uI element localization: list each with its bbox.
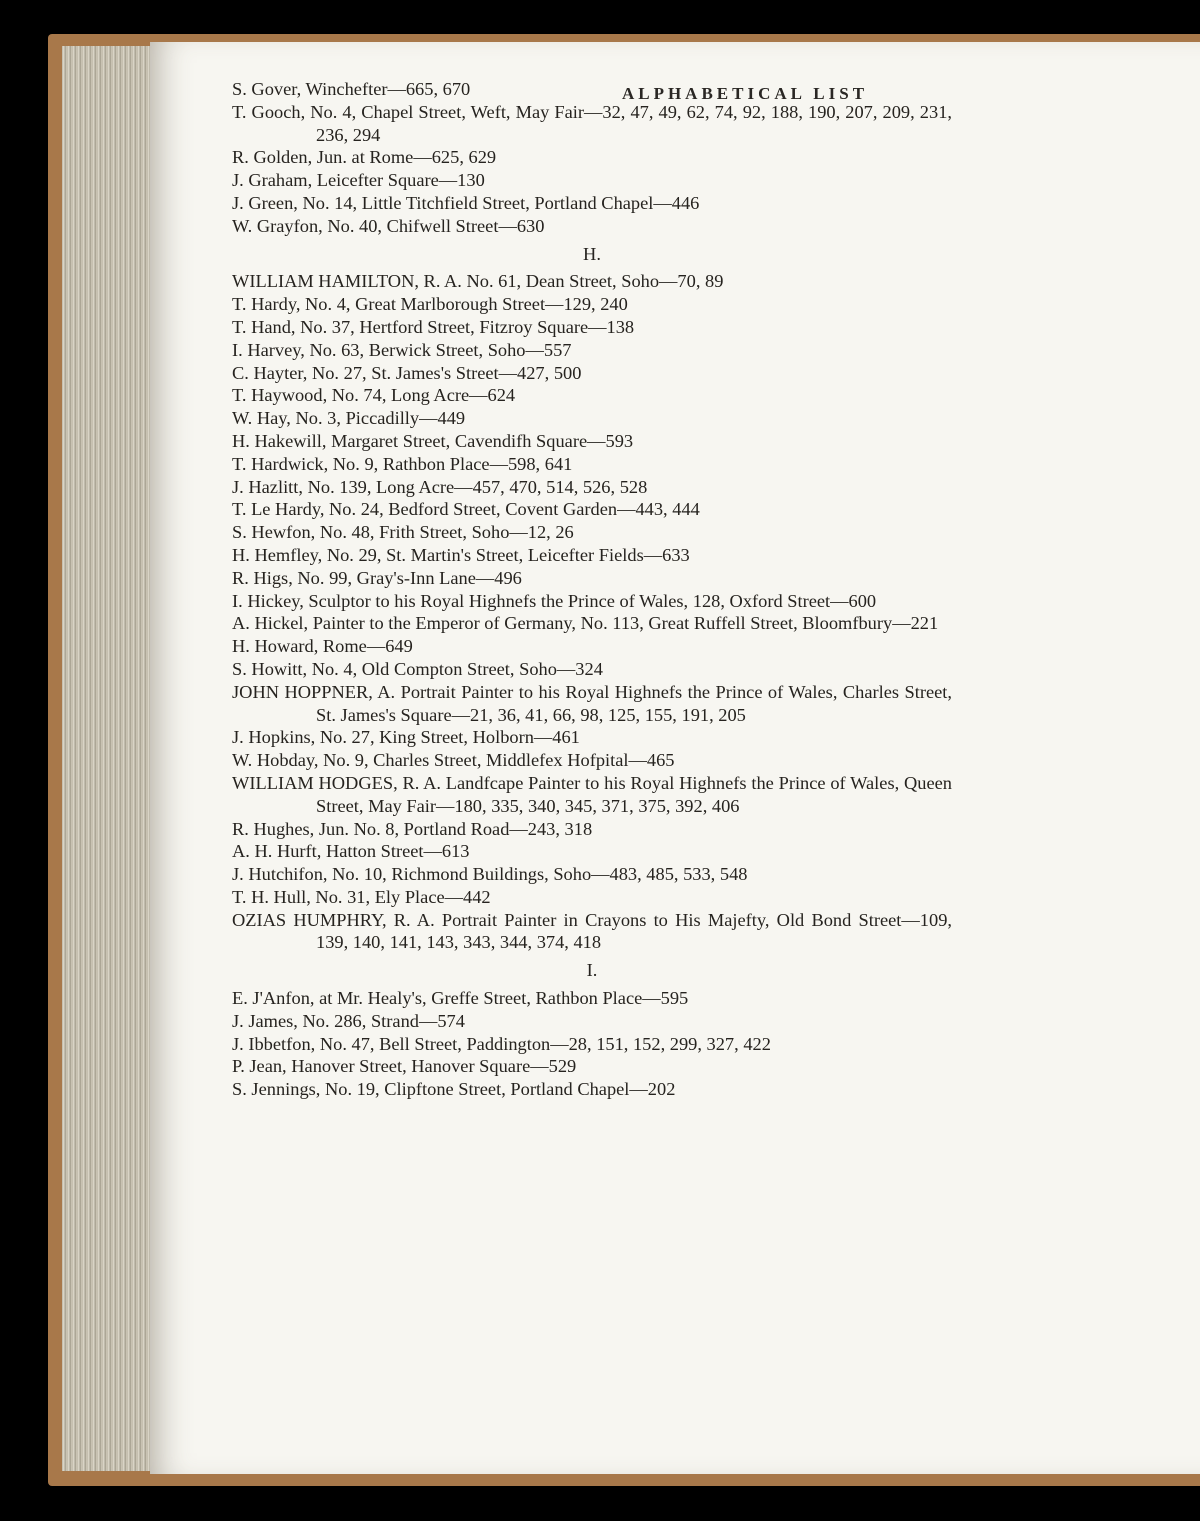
entry-list: [232, 78, 952, 1101]
list-entry: J. Graham, Leicefter Square—130: [232, 170, 485, 191]
list-entry: P. Jean, Hanover Street, Hanover Square—529: [232, 1056, 577, 1077]
section-heading-h: H.: [583, 243, 601, 264]
list-entry: J. Hutchifon, No. 10, Richmond Buildings, Soho—483, 485, 533, 548: [232, 864, 748, 885]
list-entry: OZIAS HUMPHRY, R. A. Portrait Painter in Crayons to His Majefty, Old Bond Street—109, 139, 140, 141, 143, 343, 344, 374, 418: [232, 909, 952, 953]
section-heading-i: I.: [586, 960, 598, 981]
list-entry: S. Howitt, No. 4, Old Compton Street, Soho—324: [232, 658, 603, 679]
list-entry: E. J'Anfon, at Mr. Healy's, Greffe Street, Rathbon Place—595: [232, 988, 689, 1009]
list-entry: C. Hayter, No. 27, St. James's Street—427, 500: [232, 362, 582, 383]
list-entry: W. Hay, No. 3, Piccadilly—449: [232, 408, 466, 429]
list-entry: J. Hazlitt, No. 139, Long Acre—457, 470, 514, 526, 528: [232, 476, 648, 497]
list-entry: WILLIAM HODGES, R. A. Landfcape Painter to his Royal Highnefs the Prince of Wales, Queen Street, May Fair—180, 335, 340, 345, 371, 375, 392, 406: [232, 772, 952, 816]
list-entry: S. Gover, Winchefter—665, 670: [232, 79, 471, 99]
entries-i: [232, 987, 952, 1101]
list-entry: J. James, No. 286, Strand—574: [232, 1010, 465, 1031]
list-entry: T. Le Hardy, No. 24, Bedford Street, Covent Garden—443, 444: [232, 499, 700, 520]
list-entry: J. Green, No. 14, Little Titchfield Street, Portland Chapel—446: [232, 192, 700, 213]
list-entry: I. Hickey, Sculptor to his Royal Highnefs the Prince of Wales, 128, Oxford Street—600: [232, 590, 877, 611]
list-entry: JOHN HOPPNER, A. Portrait Painter to his Royal Highnefs the Prince of Wales, Charles Street, St. James's Square—21, 36, 41, 66, 98, 125, 155, 191, 205: [232, 681, 952, 725]
list-entry: J. Hopkins, No. 27, King Street, Holborn—461: [232, 727, 580, 748]
entries-g: [232, 78, 952, 238]
list-entry: I. Harvey, No. 63, Berwick Street, Soho—557: [232, 339, 572, 360]
list-entry: T. Gooch, No. 4, Chapel Street, Weft, May Fair—32, 47, 49, 62, 74, 92, 188, 190, 207, 209, 231, 236, 294: [232, 101, 952, 145]
list-entry: W. Grayfon, No. 40, Chifwell Street—630: [232, 215, 545, 236]
list-entry: A. H. Hurft, Hatton Street—613: [232, 841, 470, 862]
list-entry: T. Hardwick, No. 9, Rathbon Place—598, 641: [232, 453, 573, 474]
list-entry: J. Ibbetfon, No. 47, Bell Street, Paddington—28, 151, 152, 299, 327, 422: [232, 1033, 771, 1054]
page-edges: [62, 46, 158, 1471]
list-entry: R. Golden, Jun. at Rome—625, 629: [232, 147, 497, 168]
list-entry: H. Howard, Rome—649: [232, 636, 413, 657]
list-entry: H. Hemfley, No. 29, St. Martin's Street, Leicefter Fields—633: [232, 544, 690, 565]
list-entry: T. H. Hull, No. 31, Ely Place—442: [232, 886, 491, 907]
running-head: ALPHABETICAL LIST: [621, 84, 869, 103]
list-entry: T. Hand, No. 37, Hertford Street, Fitzroy Square—138: [232, 316, 635, 337]
list-entry: S. Hewfon, No. 48, Frith Street, Soho—12, 26: [232, 522, 574, 543]
list-entry: R. Hughes, Jun. No. 8, Portland Road—243, 318: [232, 818, 593, 839]
list-entry: R. Higs, No. 99, Gray's-Inn Lane—496: [232, 567, 522, 588]
list-entry: A. Hickel, Painter to the Emperor of Germany, No. 113, Great Ruffell Street, Bloomfbury—221: [232, 613, 939, 634]
list-entry: WILLIAM HAMILTON, R. A. No. 61, Dean Street, Soho—70, 89: [232, 271, 724, 292]
list-entry: S. Jennings, No. 19, Clipftone Street, Portland Chapel—202: [232, 1079, 676, 1100]
list-entry: H. Hakewill, Margaret Street, Cavendifh Square—593: [232, 430, 634, 451]
entries-h: [232, 270, 952, 954]
list-entry: T. Haywood, No. 74, Long Acre—624: [232, 385, 516, 406]
list-entry: W. Hobday, No. 9, Charles Street, Middlefex Hofpital—465: [232, 750, 675, 771]
list-entry: T. Hardy, No. 4, Great Marlborough Street—129, 240: [232, 294, 628, 315]
